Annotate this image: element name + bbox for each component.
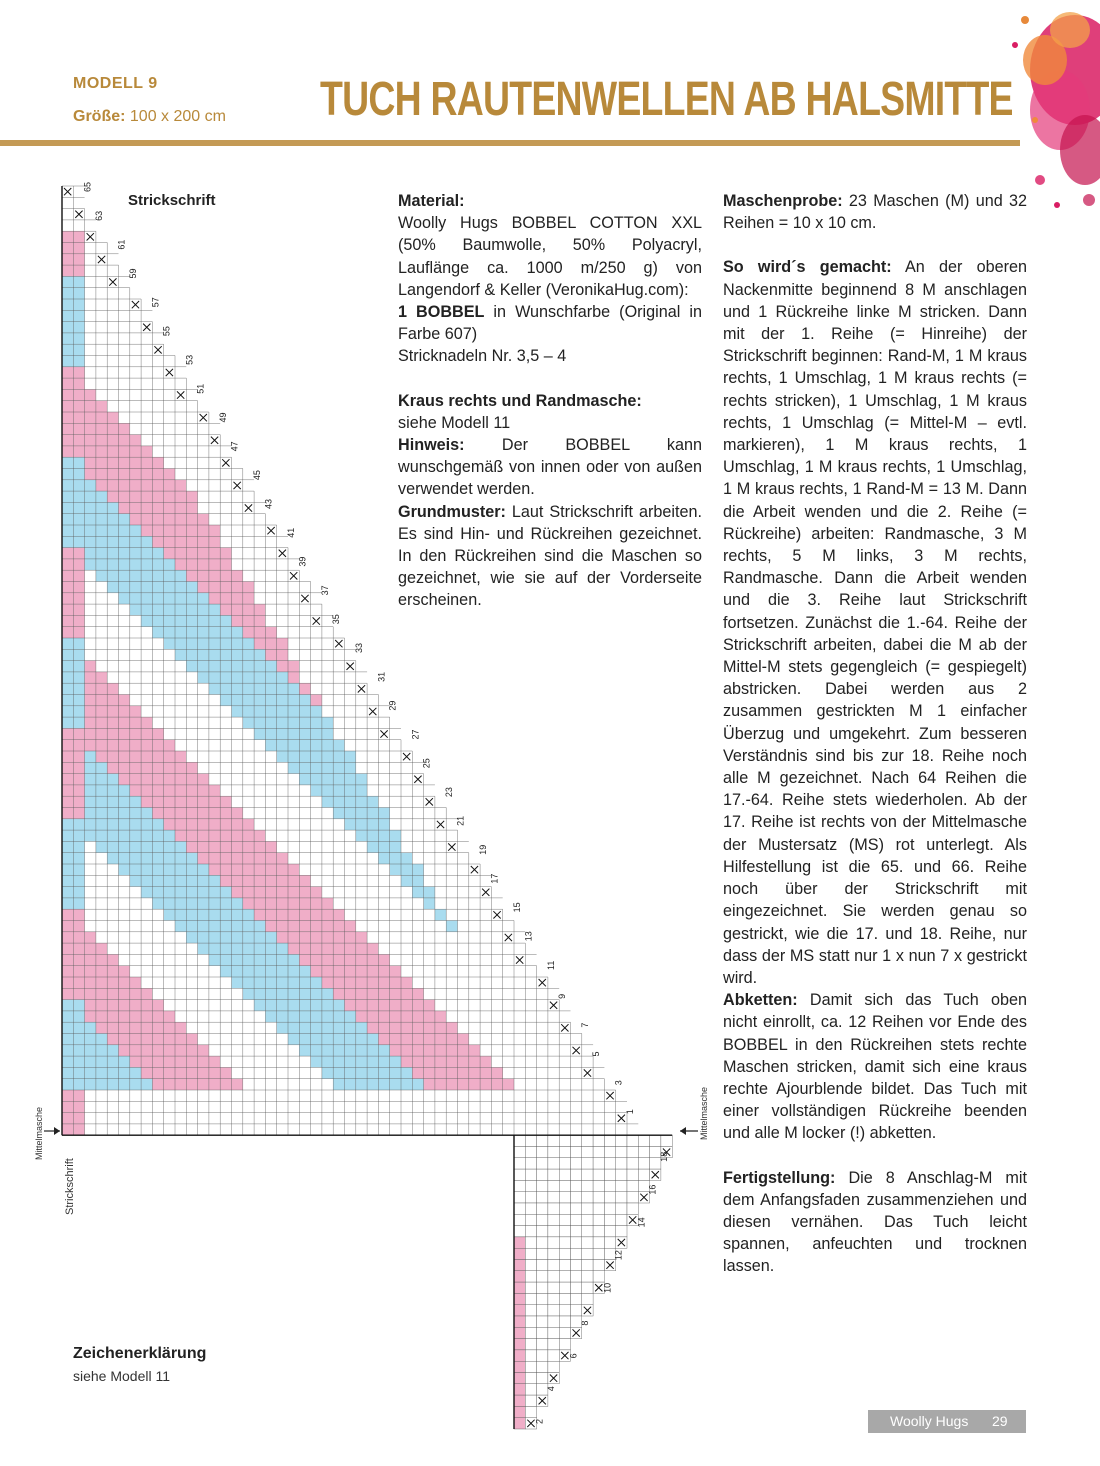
- row-number: 37: [319, 585, 330, 596]
- row-number: 15: [512, 902, 522, 913]
- size-line: [73, 108, 226, 126]
- row-number: 7: [579, 1022, 590, 1028]
- row-number: 2: [534, 1418, 545, 1424]
- size-label: Größe:: [73, 108, 126, 125]
- page-number: 29: [992, 1413, 1008, 1429]
- mittelmasche-right-label: Mittelmasche: [699, 1086, 709, 1140]
- row-number: 43: [263, 498, 274, 509]
- row-number: 63: [93, 210, 104, 221]
- material-heading: Material:: [398, 192, 465, 210]
- row-number: 1: [625, 1109, 635, 1115]
- row-number: 65: [82, 181, 93, 192]
- row-number: 57: [150, 297, 161, 308]
- row-number: 27: [410, 729, 421, 740]
- row-number: 21: [455, 815, 466, 826]
- row-number: 11: [545, 960, 556, 971]
- row-number: 12: [613, 1250, 624, 1261]
- row-number: 31: [376, 671, 387, 682]
- material-column: [398, 190, 702, 612]
- row-number: 49: [218, 412, 229, 423]
- material-amount: 1 BOBBEL: [398, 303, 485, 322]
- row-number: 53: [184, 354, 195, 365]
- arrow-left-icon: [44, 1127, 60, 1135]
- row-number: 55: [161, 326, 172, 337]
- row-number: 6: [568, 1353, 579, 1359]
- row-number: 19: [478, 844, 489, 855]
- row-number: 39: [297, 556, 308, 567]
- strickschrift-side-label: Strickschrift: [64, 1158, 76, 1215]
- size-value: 100 x 200 cm: [129, 108, 226, 125]
- maschenprobe-heading: Maschenprobe:: [723, 192, 843, 210]
- hinweis-text: Der BOBBEL kann wunschgemäß von innen oder von außen verwendet werden.: [398, 436, 702, 499]
- row-number: 17: [489, 873, 500, 884]
- row-number: 4: [545, 1386, 556, 1392]
- kraus-heading: Kraus rechts und Randmasche:: [398, 391, 642, 410]
- row-number: 16: [647, 1184, 658, 1195]
- material-needles: Stricknadeln Nr. 3,5 – 4: [398, 347, 567, 366]
- row-number: 18: [658, 1151, 669, 1162]
- row-number: 5: [591, 1051, 602, 1057]
- row-number: 41: [286, 527, 296, 538]
- row-number: 59: [127, 268, 138, 279]
- row-number: 9: [557, 993, 568, 999]
- material-amount-rest: in Wunschfarbe (Original in Farbe 607): [398, 303, 702, 344]
- chart-title: Strickschrift: [128, 192, 216, 209]
- hinweis-heading: Hinweis:: [398, 436, 465, 455]
- abketten-text: Damit sich das Tuch oben nicht einrollt, ca. 12 Reihen vor Ende des BOBBEL in den Rückreihen stets rechte Maschen stricken, damit sich eine kraus rechte Ajourblende bildet. Das Tuch mit einer vollständigen Rückreihe beenden und alle M locker (!) abketten.: [723, 991, 1027, 1143]
- row-number: 33: [353, 643, 364, 654]
- mittelmasche-left-label: Mittelmasche: [34, 1106, 44, 1160]
- page-title: TUCH RAUTENWELLEN AB HALSMITTE: [320, 73, 1013, 126]
- row-number: 61: [116, 239, 127, 250]
- model-number: MODELL 9: [73, 75, 158, 92]
- row-number: 29: [387, 700, 398, 711]
- row-number: 14: [636, 1217, 647, 1228]
- row-number: 23: [444, 787, 455, 798]
- so-wirds-text: An der oberen Nackenmitte beginnend 8 M anschlagen und 1 Rückreihe linke M stricken. Dann mit der 1. Reihe (= Hinreihe) der Strickschrift beginnen: Rand-M, 1 M kraus rechts, 1 Umschlag, 1 M kraus rechts (= rechts stricken), 1 Umschlag, 1 M kraus rechts, 1 Umschlag (= Mittel-M – evtl. markieren), 1 M kraus rechts, 1 Umschlag, 1 M kraus rechts, 1 Umschlag, 1 M kraus rechts, 1 Rand-M = 13 M. Dann die Arbeit wenden und die 2. Reihe (= Rückreihe) arbeiten: Randmasche, 3 M rechts, 5 M links, 3 M rechts, Randmasche. Dann die Arbeit wenden und die 3. Reihe laut Strickschrift fortsetzen. Zunächst die 1.-64. Reihe der Strickschrift arbeiten, dabei die M ab der Mittel-M stets gegengleich (= gespiegelt) abstricken. Dabei werden aus 2 zusammen gestrickten M 1 einfacher Überzug und umgekehrt. Zum besseren Verständnis sind bis zur 18. Reihe noch alle M gezeichnet. Nach 64 Reihen die 17.-64. Reihe stets wiederholen. Ab der 17. Reihe ist rechts von der Mittelmasche der Mustersatz (MS) rot unterlegt. Als Hilfestellung ist die 65. und 66. Reihe noch über der Strickschrift mit eingezeichnet. Sie werden genau so gestrickt, wie die 17. und 18. Reihe, nur dass der MS statt nur 1 x nun 7 x gestrickt wird.: [723, 258, 1027, 987]
- fertig-heading: Fertigstellung:: [723, 1168, 836, 1187]
- fertig-text: Die 8 Anschlag-M mit dem Anfangsfaden zusammenziehen und diesen vernähen. Das Tuch leicht spannen, anfeuchten und trocknen lassen.: [723, 1168, 1027, 1276]
- abketten-heading: Abketten:: [723, 991, 798, 1010]
- arrow-right-icon: [680, 1127, 698, 1135]
- row-number: 3: [613, 1080, 624, 1086]
- row-number: 35: [331, 614, 342, 625]
- footer-brand: Woolly Hugs: [890, 1413, 969, 1429]
- header-rule: [0, 140, 1020, 146]
- material-text: Woolly Hugs BOBBEL COTTON XXL (50% Baumwolle, 50% Polyacryl, Lauflänge ca. 1000 m/250 g) von Langendorf & Keller (VeronikaHug.com):: [398, 214, 702, 299]
- instructions-column: [723, 190, 1027, 1278]
- row-number: 8: [579, 1320, 590, 1326]
- legend-title: Zeichenerklärung: [73, 1345, 207, 1362]
- legend-text: siehe Modell 11: [73, 1368, 171, 1384]
- row-number: 13: [523, 931, 534, 942]
- row-number: 47: [229, 441, 240, 452]
- maschenprobe-text: 23 Maschen (M) und 32 Reihen = 10 x 10 cm.: [723, 192, 1027, 233]
- row-number: 25: [421, 758, 432, 769]
- row-number: 10: [602, 1282, 613, 1293]
- footer-bar: [868, 1410, 1026, 1433]
- grundmuster-heading: Grundmuster:: [398, 502, 506, 521]
- grundmuster-text: Laut Strickschrift arbeiten. Es sind Hin- und Rückreihen gezeichnet. In den Rückreihen sind die Maschen so gezeichnet, wie sie auf der Vorderseite erscheinen.: [398, 502, 702, 610]
- so-wirds-heading: So wird´s gemacht:: [723, 258, 892, 277]
- kraus-text: siehe Modell 11: [398, 413, 511, 432]
- row-number: 51: [195, 383, 206, 394]
- row-number: 45: [252, 470, 263, 481]
